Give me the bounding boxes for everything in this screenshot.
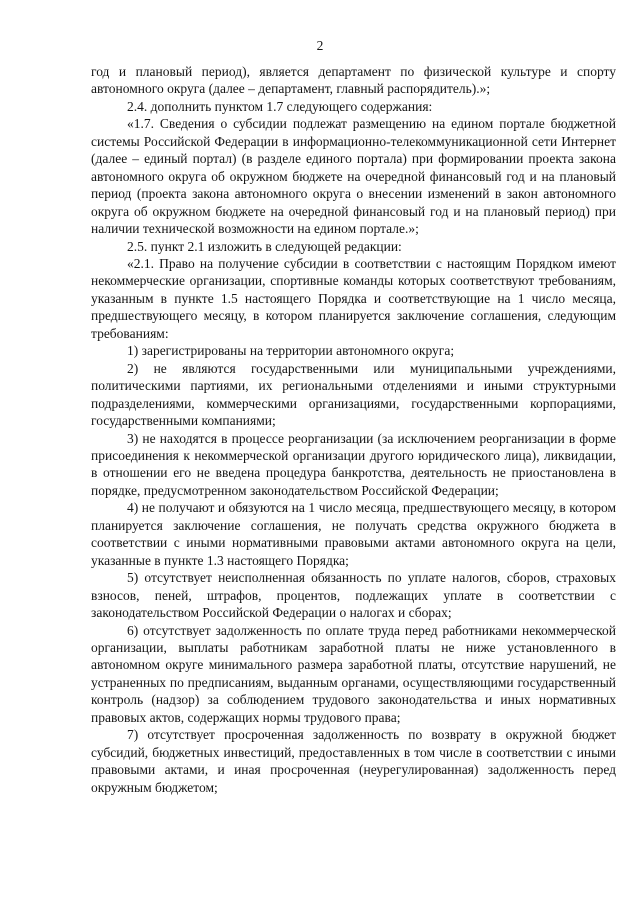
paragraph: «2.1. Право на получение субсидии в соответствии с настоящим Порядком имеют некоммерческие организации, спортивные команды которых соответствуют требованиям, указанным в пункте 1.5 настоящего Порядка и соответствующие на 1 число месяца, предшествующего месяцу, в котором планируется заключение соглашения, следующим требованиям:	[91, 255, 616, 341]
document-body	[91, 63, 616, 796]
list-item: 6) отсутствует задолженность по оплате труда перед работниками некоммерческой организации, выплаты работникам заработной платы не ниже установленного в автономном округе минимального размера заработной платы, отсутствие нарушений, не устраненных по предписаниям, выданным органами, осуществляющими государственный контроль (надзор) за соблюдением трудового законодательства и иных нормативных правовых актов, содержащих нормы трудового права;	[91, 622, 616, 725]
paragraph: 2.4. дополнить пунктом 1.7 следующего содержания:	[127, 98, 433, 114]
list-item: 2) не являются государственными или муниципальными учреждениями, политическими партиями, их региональными отделениями и иными структурными подразделениями, коммерческими организациями, государственными корпорациями, государственными компаниями;	[91, 360, 616, 429]
paragraph: 2.5. пункт 2.1 изложить в следующей редакции:	[127, 238, 402, 254]
list-item: 1) зарегистрированы на территории автономного округа;	[127, 343, 455, 359]
paragraph: «1.7. Сведения о субсидии подлежат размещению на едином портале бюджетной системы Российской Федерации в информационно-телекоммуникационной сети Интернет (далее – единый портал) (в разделе единого портала) при формировании проекта закона автономного округа об окружном бюджете на очередной финансовый год и на плановый период (проекта закона автономного округа о внесении изменений в закон автономного округа об окружном бюджете на очередной финансовый год и на плановый период) при наличии технической возможности на едином портале.»;	[91, 116, 616, 237]
list-item: 4) не получают и обязуются на 1 число месяца, предшествующего месяцу, в котором планируется заключение соглашения, не получать средства окружного бюджета в соответствии с иными нормативными правовыми актами автономного округа на цели, указанные в пункте 1.3 настоящего Порядка;	[91, 500, 616, 568]
list-item: 7) отсутствует просроченная задолженность по возврату в окружной бюджет субсидий, бюджетных инвестиций, предоставленных в том числе в соответствии с иными правовыми актами, и иная просроченная (неурегулированная) задолженность перед окружным бюджетом;	[91, 727, 616, 795]
list-item: 5) отсутствует неисполненная обязанность по уплате налогов, сборов, страховых взносов, пеней, штрафов, процентов, подлежащих уплате в соответствии с законодательством Российской Федерации о налогах и сборах;	[91, 570, 616, 621]
paragraph: год и плановый период), является департамент по физической культуре и спорту автономного округа (далее – департамент, главный распорядитель).»;	[91, 64, 616, 97]
list-item: 3) не находятся в процессе реорганизации (за исключением реорганизации в форме присоединения к некоммерческой организации другого юридического лица), ликвидации, в отношении его не введена процедура банкротства, деятельность не приостановлена в порядке, предусмотренном законодательством Российской Федерации;	[91, 430, 616, 498]
page-number: 2	[316, 38, 324, 53]
